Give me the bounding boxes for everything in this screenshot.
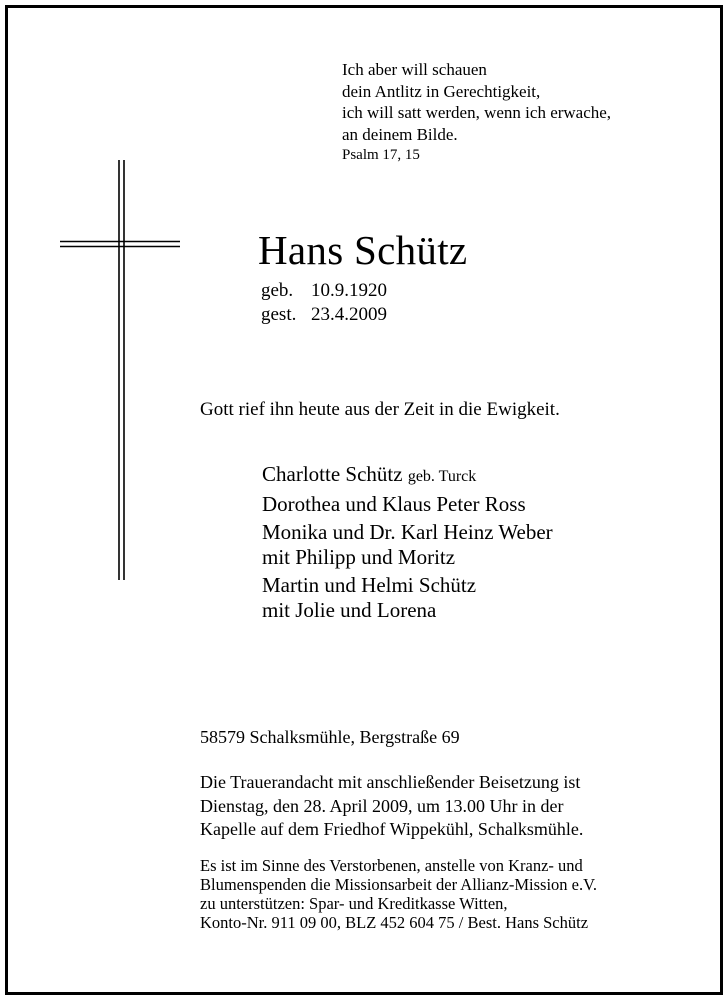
note-line: zu unterstützen: Spar- und Kreditkasse Witten, (200, 894, 508, 913)
verse-line: an deinem Bilde. (342, 124, 458, 144)
deceased-name: Hans Schütz (258, 227, 468, 273)
note-line: Es ist im Sinne des Verstorbenen, anstelle von Kranz- und (200, 856, 583, 875)
note-line: Konto-Nr. 911 09 00, BLZ 452 604 75 / Best. Hans Schütz (200, 913, 589, 932)
died-date: 23.4.2009 (311, 304, 387, 325)
mourners-list (262, 462, 553, 626)
mourner-widow (262, 462, 553, 489)
verse-line: ich will satt werden, wenn ich erwache, (342, 103, 612, 122)
service-line: Die Trauerandacht mit anschließender Beisetzung ist (200, 772, 581, 792)
verse-reference: Psalm 17, 15 (342, 147, 420, 163)
born-date: 10.9.1920 (311, 280, 387, 301)
died-label: gest. (261, 304, 297, 325)
mourning-address: 58579 Schalksmühle, Bergstraße 69 (200, 727, 460, 747)
cross-icon (0, 0, 200, 600)
donation-note (200, 856, 597, 932)
service-line: Kapelle auf dem Friedhof Wippekühl, Schalksmühle. (200, 819, 584, 839)
mourner-line: Dorothea und Klaus Peter Ross (262, 492, 526, 516)
note-line: Blumenspenden die Missionsarbeit der Allianz-Mission e.V. (200, 875, 598, 894)
death-date-row (261, 303, 387, 327)
widow-name: Charlotte Schütz (262, 462, 403, 486)
mourner-family-weber (262, 520, 553, 570)
born-label: geb. (261, 280, 294, 301)
funeral-service-info (200, 771, 583, 842)
widow-maiden-name: geb. Turck (407, 468, 477, 485)
mourner-family-schuetz (262, 573, 553, 623)
service-line: Dienstag, den 28. April 2009, um 13.00 Uhr in der (200, 795, 564, 816)
mourner-line: Martin und Helmi Schütz (262, 573, 477, 597)
mourner-children: mit Jolie und Lorena (262, 598, 437, 622)
verse-line: dein Antlitz in Gerechtigkeit, (342, 81, 541, 101)
verse-line: Ich aber will schauen (342, 60, 487, 79)
birth-date-row (261, 279, 387, 303)
mourner-children: mit Philipp und Moritz (262, 545, 456, 569)
memorial-quote: Gott rief ihn heute aus der Zeit in die Ewigkeit. (200, 399, 560, 420)
psalm-verse (342, 59, 611, 145)
life-dates (261, 279, 387, 327)
mourner-line: Monika und Dr. Karl Heinz Weber (262, 520, 553, 544)
